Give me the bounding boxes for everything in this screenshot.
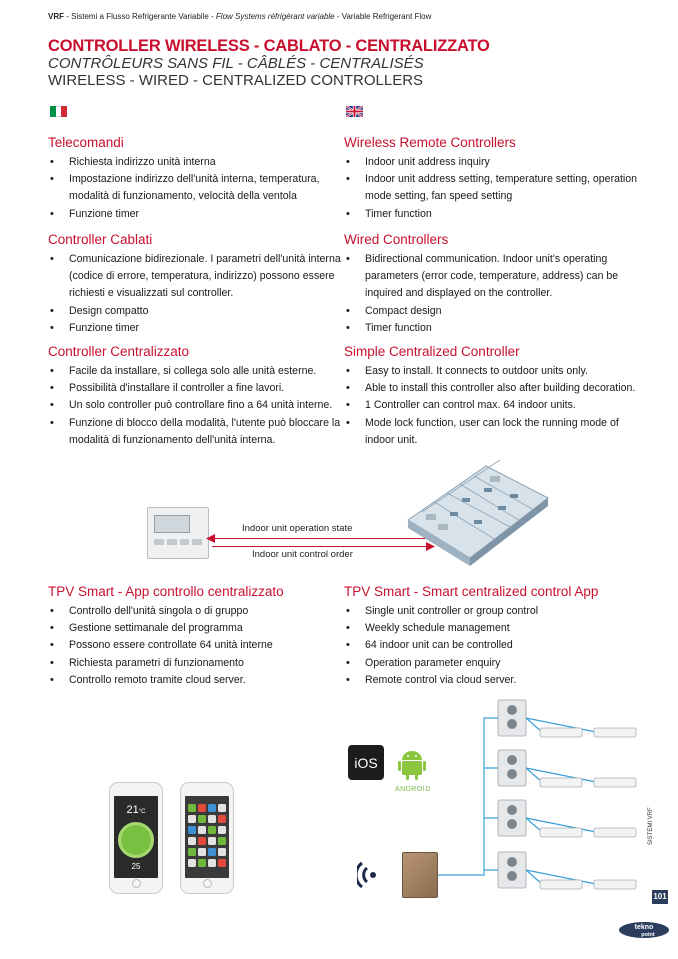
list-item: • Bidirectional communication. Indoor unit's operating parameters (error code, temperature, address) can be inquired and displayed on the controller. [344,251,639,303]
bullet-list [344,603,639,689]
header-fr: Flow Systems réfrigérant variable [215,12,335,21]
header-prefix: VRF [48,12,64,21]
bullet-list [48,154,343,223]
section-tpv-smart-en [344,584,639,689]
list-item: • Controllo remoto tramite cloud server. [48,672,343,689]
control-order-label: Indoor unit control order [252,549,353,560]
list-item: • Funzione di blocco della modalità, l'utente può bloccare la modalità di funzionamento dell'unità interna. [48,415,343,449]
list-item: • Indoor unit address inquiry [344,154,639,171]
phone-screen [185,796,229,878]
italian-flag-icon [50,106,67,117]
smartphone-dial-illustration [109,782,163,894]
list-item: • Compact design [344,303,639,320]
list-item: • Comunicazione bidirezionale. I parametri dell'unità interna (codice di errore, temperatura, indirizzo) possono essere richiesti e visualizzati sul controller. [48,251,343,303]
arrow-left-icon [206,534,216,543]
page-number: 101 [652,890,668,904]
side-section-label: SISTEMI VRF [648,807,654,845]
list-item: • Richiesta indirizzo unità interna [48,154,343,171]
uk-flag-icon [346,106,363,117]
list-item: • Single unit controller or group control [344,603,639,620]
bullet-list [344,363,639,449]
home-button-icon [203,879,212,888]
vrf-network-diagram [436,690,644,908]
list-item: • Funzione timer [48,320,343,337]
page-subtitle-fr: CONTRÔLEURS SANS FIL - CÂBLÉS - CENTRALISÉS [48,55,424,72]
section-wired-controllers [344,232,639,337]
list-item: • Funzione timer [48,206,343,223]
phone-temp-unit: °C [138,809,146,815]
header-en: Variable Refrigerant Flow [341,12,432,21]
list-item: • Richiesta parametri di funzionamento [48,655,343,672]
bullet-list [48,251,343,337]
list-item: • Timer function [344,206,639,223]
home-button-icon [132,879,141,888]
ios-badge: iOS [348,745,384,780]
list-item: • Indoor unit address setting, temperature setting, operation mode setting, fan speed setting [344,171,639,205]
list-item: • Operation parameter enquiry [344,655,639,672]
list-item: • 64 indoor unit can be controlled [344,637,639,654]
gateway-device-illustration [402,852,438,898]
list-item: • Timer function [344,320,639,337]
keypad-grid-icon [185,796,229,878]
section-title: Controller Centralizzato [48,344,190,359]
header-it: Sistemi a Flusso Refrigerante Variabile [71,12,209,21]
op-state-arrow [212,538,430,539]
section-title: Simple Centralized Controller [344,344,520,359]
android-robot-icon [398,748,426,780]
list-item: • Facile da installare, si collega solo alle unità esterne. [48,363,343,380]
section-simple-centralized-controller [344,344,639,449]
list-item: • Design compatto [48,303,343,320]
bullet-list [48,603,343,689]
section-wireless-remote-controllers [344,135,639,223]
op-state-label: Indoor unit operation state [242,523,353,534]
wired-controller-illustration [147,507,209,559]
section-controller-cablati [48,232,343,337]
logo-line2: point [641,932,655,938]
list-item: • Un solo controller può controllare fino a 64 unità interne. [48,397,343,414]
section-title: Wired Controllers [344,232,449,247]
list-item: • Possono essere controllate 64 unità interne [48,637,343,654]
section-title: Telecomandi [48,135,124,150]
section-controller-centralizzato [48,344,343,449]
wifi-signal-icon [357,858,387,892]
bullet-list [48,363,343,449]
list-item: • Mode lock function, user can lock the running mode of indoor unit. [344,415,639,449]
list-item: • Easy to install. It connects to outdoor units only. [344,363,639,380]
phone-screen [114,796,158,878]
running-header: VRF - Sistemi a Flusso Refrigerante Variabile - Flow Systems réfrigérant variable - Variable Refrigerant Flow [48,12,432,21]
android-label: ANDROID [395,786,431,793]
smartphone-keypad-illustration [180,782,234,894]
list-item: • Possibilità d'installare il controller a fine lavori. [48,380,343,397]
phone-temp: 21 [126,804,139,816]
dial-icon [118,822,154,858]
controller-buttons [154,539,202,545]
section-title: TPV Smart - App controllo centralizzato [48,584,284,599]
list-item: • 1 Controller can control max. 64 indoor units. [344,397,639,414]
page-title: CONTROLLER WIRELESS - CABLATO - CENTRALIZZATO [48,37,490,55]
page-subtitle-en: WIRELESS - WIRED - CENTRALIZED CONTROLLERS [48,72,424,89]
section-title: Controller Cablati [48,232,153,247]
section-title: Wireless Remote Controllers [344,135,516,150]
control-order-arrow [212,546,428,547]
bullet-list [344,154,639,223]
controller-screen [154,515,190,533]
logo-line1: tekno [634,924,654,931]
list-item: • Controllo dell'unità singola o di gruppo [48,603,343,620]
list-item: • Weekly schedule management [344,620,639,637]
section-tpv-smart-it [48,584,343,689]
list-item: • Remote control via cloud server. [344,672,639,689]
teknopoint-logo [618,921,670,939]
bullet-list [344,251,639,337]
phone-dial-value: 25 [131,862,141,871]
list-item: • Gestione settimanale del programma [48,620,343,637]
list-item: • Impostazione indirizzo dell'unità interna, temperatura, modalità di funzionamento, velocità della ventola [48,171,343,205]
list-item: • Able to install this controller also after building decoration. [344,380,639,397]
section-telecomandi [48,135,343,223]
section-title: TPV Smart - Smart centralized control App [344,584,599,599]
building-floorplan-illustration [402,458,550,566]
